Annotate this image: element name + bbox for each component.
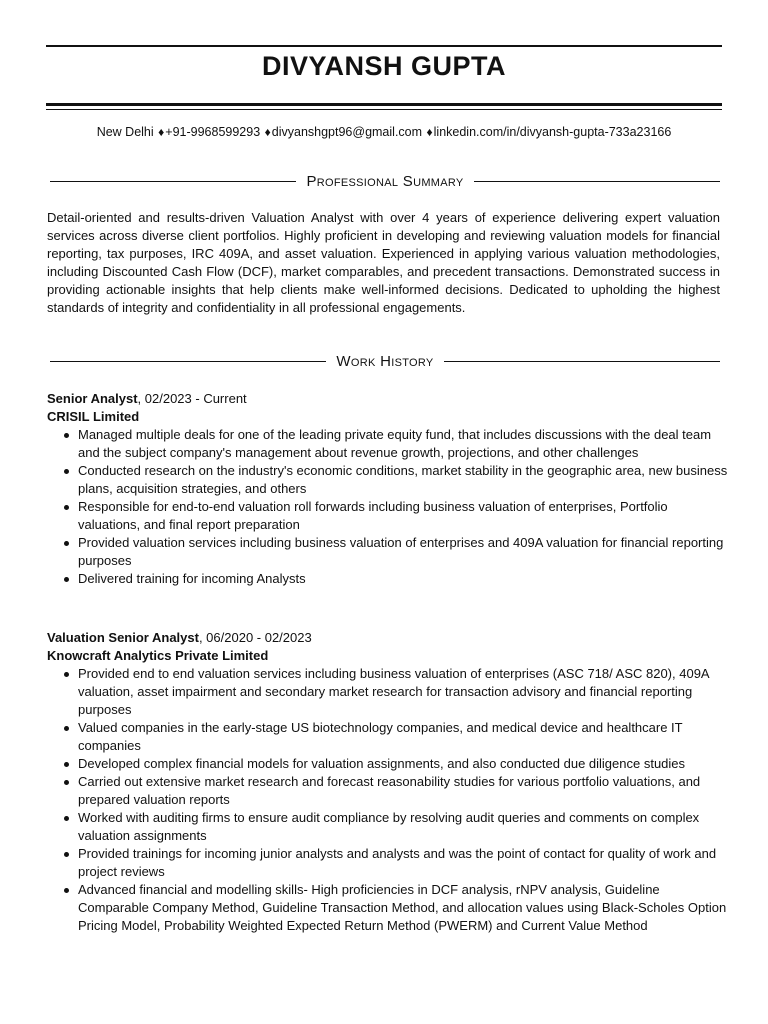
diamond-separator-icon: ♦ [264, 125, 271, 139]
bullet-item: Delivered training for incoming Analysts [78, 570, 728, 588]
job-dates: , 06/2020 - 02/2023 [198, 630, 312, 645]
heading-rule-right [474, 181, 720, 182]
bullet-item: Developed complex financial models for valuation assignments, and also conducted due diligence studies [78, 755, 728, 773]
bullet-item: Advanced financial and modelling skills- High proficiencies in DCF analysis, rNPV analysis, Guideline Comparable Company Method, Guideline Transaction Method, and allocation values using Black-Scholes Option Pricing Model, Probability Weighted Expected Return Method (PWERM) and Current Value Method [78, 882, 727, 933]
job-title-line [47, 629, 728, 647]
heading-rule-right [444, 361, 720, 362]
bullet-item: Provided valuation services including business valuation of enterprises and 409A valuation for financial reporting purposes [78, 534, 728, 570]
company-name: CRISIL Limited [47, 409, 140, 424]
diamond-separator-icon: ♦ [426, 125, 433, 139]
heading-rule-left [50, 181, 296, 182]
contact-line [0, 123, 768, 141]
job-title: Valuation Senior Analyst [47, 630, 199, 645]
bullet-item: Carried out extensive market research and forecast reasonability studies for various portfolio valuations, and prepared valuation reports [78, 773, 728, 809]
company-name: Knowcraft Analytics Private Limited [47, 648, 269, 663]
job-bullets [47, 665, 728, 935]
bullet-item: Managed multiple deals for one of the leading private equity fund, that includes discussions with the deal team and the subject company's management about revenue growth, projections, and other challenges [78, 426, 728, 462]
section-title: Professional Summary [306, 172, 464, 190]
contact-linkedin[interactable]: linkedin.com/in/divyansh-gupta-733a23166 [433, 125, 672, 139]
top-rule [46, 45, 722, 47]
diamond-separator-icon: ♦ [158, 125, 165, 139]
bullet-item: Valued companies in the early-stage US biotechnology companies, and medical device and healthcare IT companies [78, 719, 728, 755]
job-entry-crisil [47, 390, 728, 588]
job-bullets [47, 426, 728, 588]
job-title-line [47, 390, 728, 408]
bullet-item: Provided end to end valuation services including business valuation of enterprises (ASC 718/ ASC 820), 409A valuation, asset impairment and secondary market research for transaction advisory and financial reporting purposes [78, 665, 728, 719]
professional-summary-heading [50, 171, 720, 191]
bullet-item: Provided trainings for incoming junior analysts and analysts and was the point of contact for quality of work and project reviews [78, 845, 728, 881]
contact-phone: +91-9968599293 [165, 125, 261, 139]
header-double-rule [46, 103, 722, 110]
section-title: Work History [336, 352, 434, 370]
contact-location: New Delhi [96, 125, 154, 139]
bullet-item: Worked with auditing firms to ensure audit compliance by resolving audit queries and comments on complex valuation assignments [78, 809, 728, 845]
heading-rule-left [50, 361, 326, 362]
job-title: Senior Analyst [47, 391, 138, 406]
bullet-item: Responsible for end-to-end valuation roll forwards including business valuation of enterprises, Portfolio valuations, and final report preparation [78, 498, 728, 534]
contact-email[interactable]: divyanshgpt96@gmail.com [271, 125, 423, 139]
summary-text: Detail-oriented and results-driven Valuation Analyst with over 4 years of experience delivering expert valuation services across diverse client portfolios. Highly proficient in developing and reviewing valuation models for financial reporting, tax purposes, IRC 409A, and asset valuation. Experienced in applying various valuation methodologies, including Discounted Cash Flow (DCF), market comparables, and precedent transactions. Demonstrated success in providing actionable insights that help clients make well-informed decisions. Dedicated to upholding the highest standards of integrity and confidentiality in all professional engagements. [47, 210, 720, 315]
job-entry-knowcraft [47, 629, 728, 935]
candidate-name: DIVYANSH GUPTA [261, 51, 507, 81]
bullet-item: Conducted research on the industry's economic conditions, market stability in the geographic area, new business plans, acquisition strategies, and others [78, 463, 728, 496]
work-history-heading [50, 351, 720, 371]
job-dates: , 02/2023 - Current [137, 391, 247, 406]
